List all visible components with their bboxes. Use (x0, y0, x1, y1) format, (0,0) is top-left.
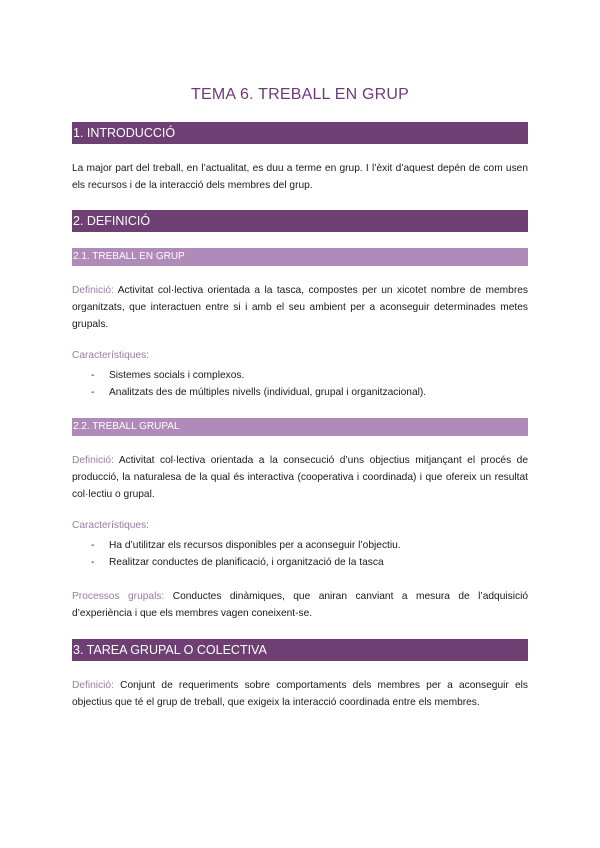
list-marker: - (91, 540, 95, 551)
definition-label: Definició: (72, 455, 114, 466)
list-marker: - (91, 370, 95, 381)
section-heading-tarea-grupal: 3. TAREA GRUPAL O COLECTIVA (72, 639, 528, 661)
list-marker: - (91, 387, 95, 398)
definition-text: Activitat col·lectiva orientada a la tasca, compostes per un xicotet nombre de membres organitzats, que interactuen entre si i amb el seu ambient per a aconseguir determinades metes grupals. (72, 285, 528, 330)
characteristics-list (72, 367, 528, 401)
subsection-heading-treball-en-grup: 2.1. TREBALL EN GRUP (72, 248, 528, 266)
list-item: - Sistemes socials i complexos. (72, 367, 528, 384)
definition-paragraph-treball-grupal (72, 452, 528, 503)
list-item: - Analitzats des de múltiples nivells (individual, grupal i organitzacional). (72, 384, 528, 401)
definition-label: Definició: (72, 680, 114, 691)
definition-text: Conjunt de requeriments sobre comportaments dels membres per a aconseguir els objectius que té el grup de treball, que exigeix la interacció coordinada entre els membres. (72, 680, 528, 708)
list-item: - Realitzar conductes de planificació, i organització de la tasca (72, 554, 528, 571)
section-heading-definicio: 2. DEFINICIÓ (72, 210, 528, 232)
definition-paragraph-tarea-grupal (72, 677, 528, 711)
subsection-heading-treball-grupal: 2.2. TREBALL GRUPAL (72, 418, 528, 436)
definition-text: Activitat col·lectiva orientada a la consecució d’uns objectius mitjançant el procés de producció, la naturalesa de la qual és interactiva (cooperativa i coordinada) i que ofereix un resultat col·lectiu o grupal. (72, 455, 528, 500)
characteristics-list (72, 537, 528, 571)
list-marker: - (91, 557, 95, 568)
document-title: TEMA 6. TREBALL EN GRUP (191, 86, 409, 103)
characteristics-label: Característiques: (72, 350, 150, 361)
definition-paragraph-treball-en-grup (72, 282, 528, 333)
intro-paragraph: La major part del treball, en l’actualitat, es duu a terme en grup. I l’èxit d’aquest depén de com usen els recursos i de la interacció dels membres del grup. (72, 163, 528, 191)
characteristics-label: Característiques: (72, 520, 150, 531)
list-item: - Ha d’utilitzar els recursos disponibles per a aconseguir l’objectiu. (72, 537, 528, 554)
section-heading-introduccio: 1. INTRODUCCIÓ (72, 122, 528, 144)
processes-label: Processos grupals: (72, 591, 165, 602)
definition-label: Definició: (72, 285, 114, 296)
processes-paragraph (72, 588, 528, 622)
processes-text: Conductes dinàmiques, que aniran canviant a mesura de l’adquisició d’experiència i que els membres vagen coneixent-se. (72, 591, 528, 619)
